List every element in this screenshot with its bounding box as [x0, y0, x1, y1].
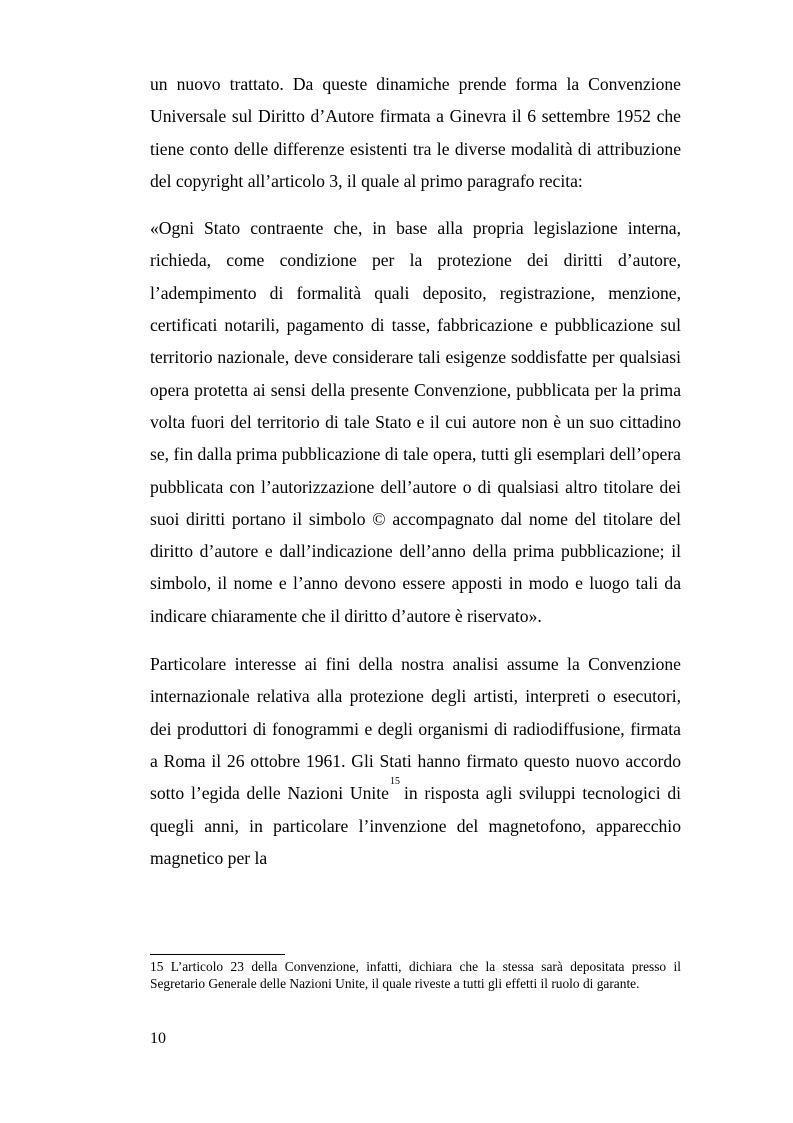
page-number: 10 [150, 1030, 166, 1047]
analysis-paragraph [150, 648, 681, 874]
page-body [150, 68, 681, 874]
footnote: 15 L’articolo 23 della Convenzione, infatti, dichiara che la stessa sarà depositata presso il Segretario Generale delle Nazioni Unite, il quale riveste a tutti gli effetti il ruolo di garante. [150, 959, 681, 991]
quote-paragraph: «Ogni Stato contraente che, in base alla propria legislazione interna, richieda, come condizione per la protezione dei diritti d’autore, l’adempimento di formalità quali deposito, registrazione, menzione, certificati notarili, pagamento di tasse, fabbricazione e pubblicazione sul territorio nazionale, deve considerare tali esigenze soddisfatte per qualsiasi opera protetta ai sensi della presente Convenzione, pubblicata per la prima volta fuori del territorio di tale Stato e il cui autore non è un suo cittadino se, fin dalla prima pubblicazione di tale opera, tutti gli esemplari dell’opera pubblicata con l’autorizzazione dell’autore o di qualsiasi altro titolare dei suoi diritti portano il simbolo © accompagnato dal nome del titolare del diritto d’autore e dall’indicazione dell’anno della prima pubblicazione; il simbolo, il nome e l’anno devono essere apposti in modo e luogo tali da indicare chiaramente che il diritto d’autore è riservato». [150, 218, 681, 626]
analysis-text-part1: Particolare interesse ai fini della nostra analisi assume la Convenzione internazionale relativa alla protezione degli artisti, interpreti o esecutori, dei produttori di fonogrammi e degli organismi di radiodiffusione, firmata a Roma il 26 ottobre 1961. Gli Stati hanno firmato questo nuovo accordo sotto l’egida delle Nazioni Unite [150, 654, 681, 804]
footnote-divider [150, 954, 285, 955]
footnote-reference: 15 [389, 776, 400, 788]
analysis-text-part2: in risposta agli sviluppi tecnologici di quegli anni, in particolare l’invenzione del magnetofono, apparecchio magnetico per la [150, 783, 682, 868]
intro-paragraph: un nuovo trattato. Da queste dinamiche prende forma la Convenzione Universale sul Diritto d’Autore firmata a Ginevra il 6 settembre 1952 che tiene conto delle differenze esistenti tra le diverse modalità di attribuzione del copyright all’articolo 3, il quale al primo paragrafo recita: [150, 74, 681, 191]
